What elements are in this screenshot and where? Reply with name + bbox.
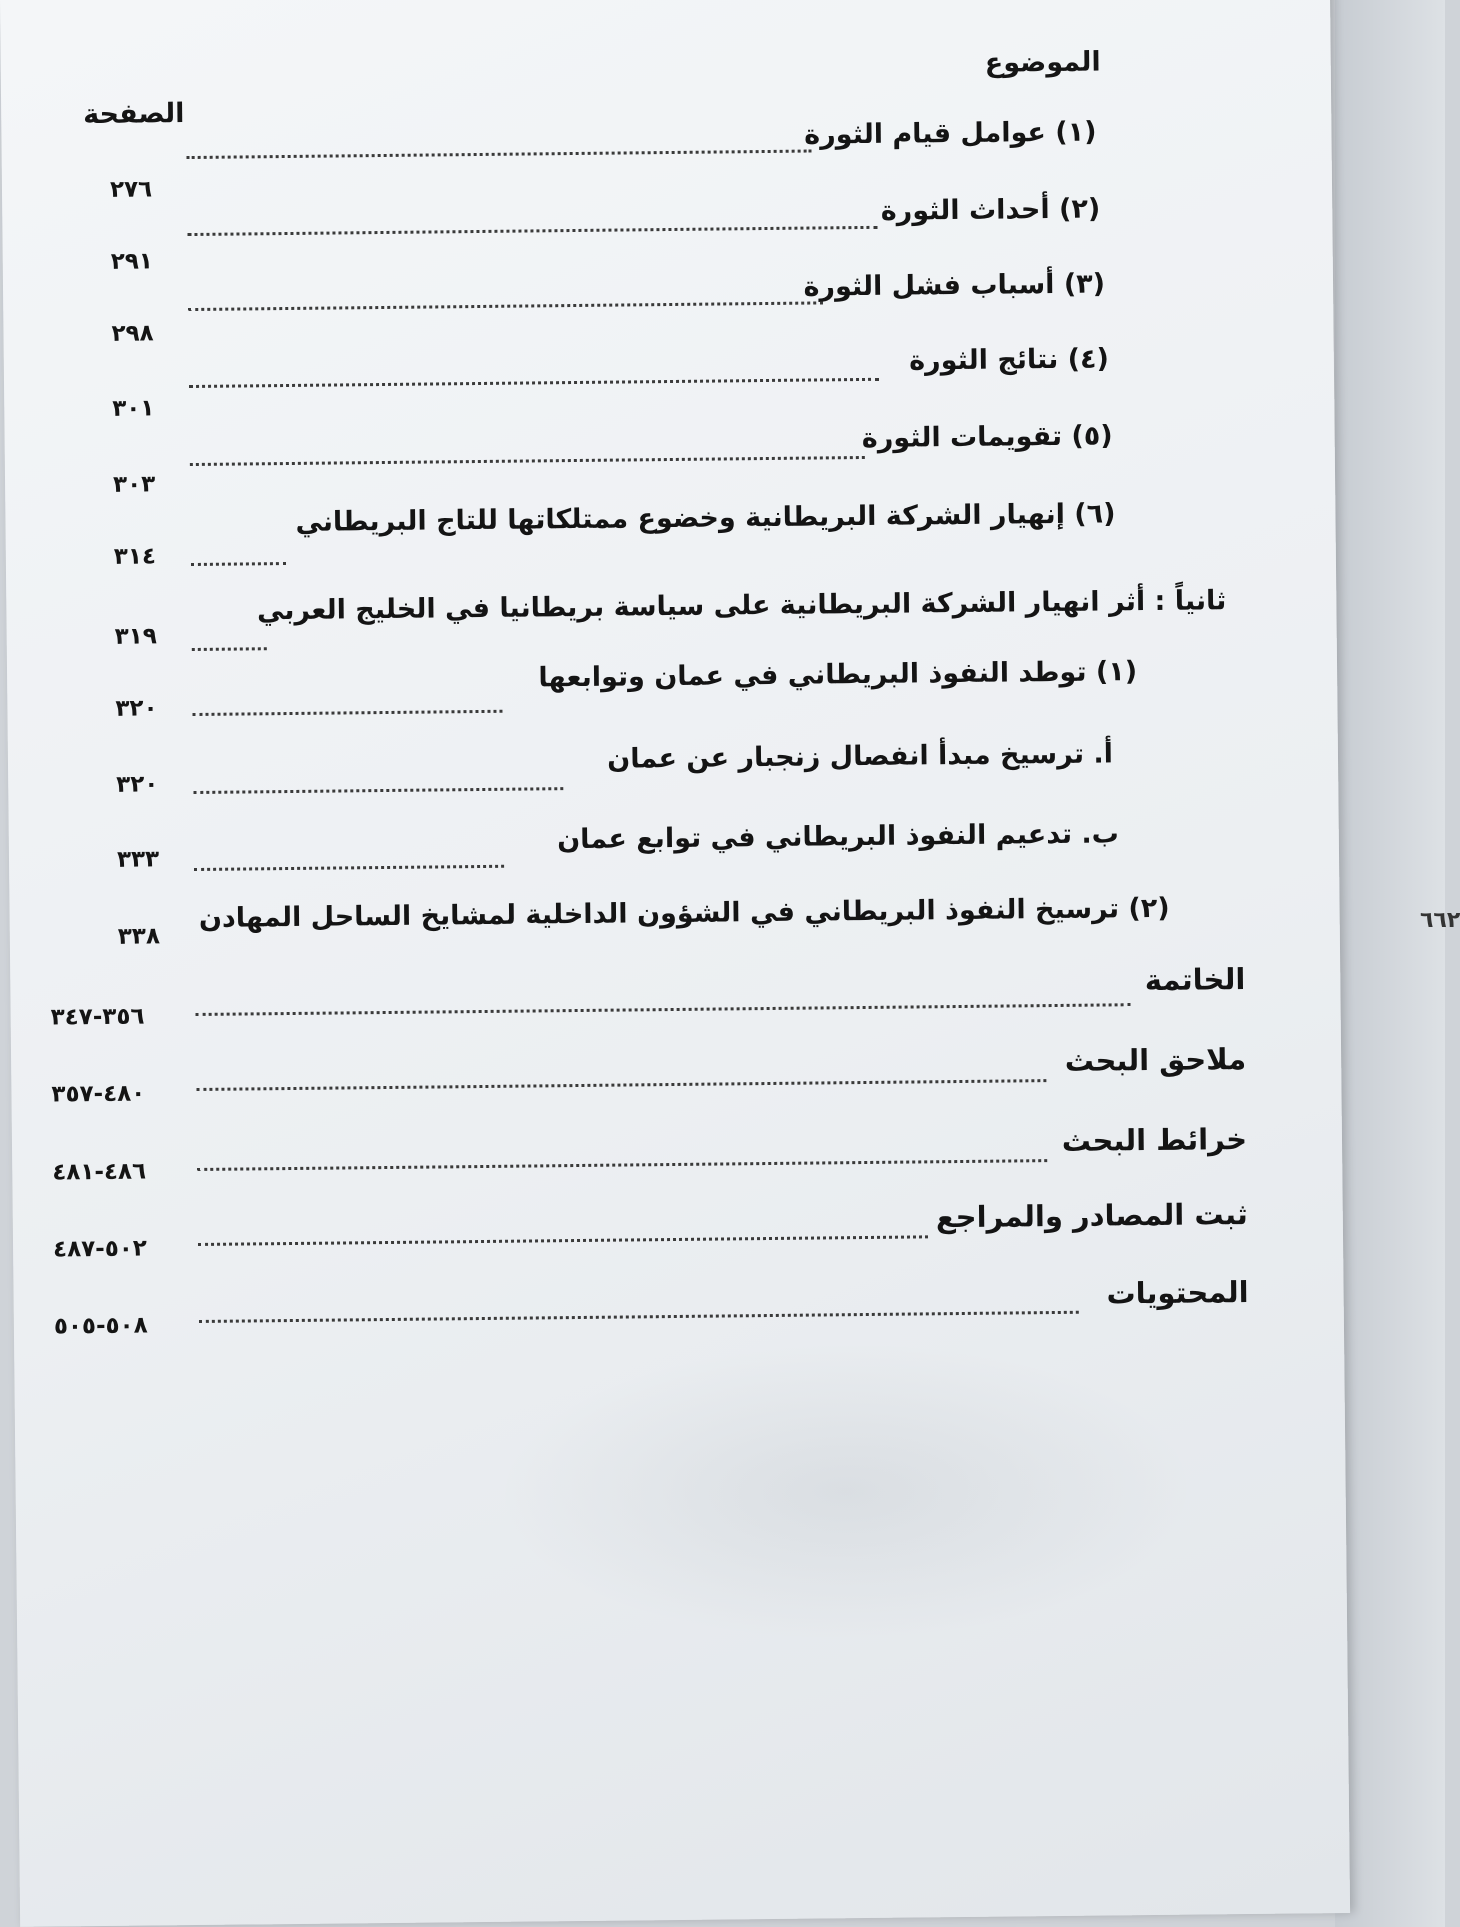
dot-leader bbox=[190, 456, 865, 466]
toc-entry-page: ٣١٩ bbox=[114, 623, 157, 650]
dot-leader bbox=[187, 226, 877, 236]
toc-entry-title: (٥) تقويمات الثورة bbox=[861, 420, 1113, 454]
column-header-topic: الموضوع bbox=[984, 46, 1101, 79]
dot-leader bbox=[189, 378, 879, 388]
dot-leader bbox=[199, 1311, 1079, 1323]
toc-entry-page: ٤٨٠-٣٥٧ bbox=[51, 1080, 146, 1108]
toc-entry-page: ٣٥٦-٣٤٧ bbox=[50, 1003, 145, 1031]
dot-leader bbox=[191, 562, 286, 566]
toc-entry-title: (٢) أحداث الثورة bbox=[880, 193, 1101, 227]
toc-entry-page: ٥٠٨-٥٠٥ bbox=[53, 1312, 148, 1340]
dot-leader bbox=[188, 301, 823, 311]
dot-leader bbox=[187, 150, 812, 160]
toc-entry-title: (٣) أسباب فشل الثورة bbox=[803, 268, 1106, 303]
toc-entry-title: خرائط البحث bbox=[1061, 1122, 1248, 1158]
toc-entry-title: (٦) إنهيار الشركة البريطانية وخضوع ممتلكاتها للتاج البريطاني bbox=[295, 498, 1116, 538]
toc-entry-title: (٢) ترسيخ النفوذ البريطاني في الشؤون الداخلية لمشايخ الساحل المهادن bbox=[198, 892, 1170, 934]
dot-leader bbox=[194, 865, 504, 871]
toc-entry-title: المحتويات bbox=[1106, 1274, 1249, 1311]
toc-entry-title: الخاتمة bbox=[1144, 962, 1246, 998]
toc-entry-page: ٢٧٦ bbox=[109, 176, 153, 203]
toc-entry-page: ٣٢٠ bbox=[116, 771, 159, 798]
toc-entry-page: ٢٩٨ bbox=[111, 320, 154, 347]
toc-entry-page: ٣٣٣ bbox=[116, 846, 160, 873]
toc-entry-title: أ. ترسيخ مبدأ انفصال زنجبار عن عمان bbox=[607, 738, 1114, 775]
toc-entry-title: ثبت المصادر والمراجع bbox=[935, 1197, 1248, 1235]
facing-page-number: ٦٦٢ bbox=[1420, 908, 1460, 933]
dot-leader bbox=[196, 1003, 1131, 1016]
toc-entry-page: ٣٠٣ bbox=[112, 471, 156, 498]
dot-leader bbox=[198, 1235, 928, 1246]
dot-leader bbox=[192, 647, 267, 651]
dot-leader bbox=[193, 787, 563, 794]
toc-entry-page: ٢٩١ bbox=[110, 248, 154, 275]
column-header-page: الصفحة bbox=[83, 98, 185, 131]
toc-entry-page: ٣١٤ bbox=[113, 543, 157, 570]
toc-section-title: ثانياً : أثر انهيار الشركة البريطانية على سياسة بريطانيا في الخليج العربي bbox=[256, 585, 1227, 627]
dot-leader bbox=[197, 1159, 1047, 1171]
dot-leader bbox=[196, 1079, 1046, 1091]
toc-entry-page: ٣٣٨ bbox=[117, 923, 161, 950]
toc-entry-title: (١) توطد النفوذ البريطاني في عمان وتوابعها bbox=[538, 656, 1138, 694]
toc-entry-title: (٤) نتائج الثورة bbox=[908, 343, 1109, 377]
page-shadow bbox=[494, 1338, 1197, 1645]
dot-leader bbox=[192, 710, 502, 716]
toc-entry-page: ٤٨٦-٤٨١ bbox=[52, 1158, 147, 1186]
toc-entry-title: ب. تدعيم النفوذ البريطاني في توابع عمان bbox=[556, 818, 1119, 856]
toc-entry-title: (١) عوامل قيام الثورة bbox=[804, 116, 1097, 151]
facing-page bbox=[1335, 0, 1445, 1927]
toc-entry-page: ٥٠٢-٤٨٧ bbox=[52, 1235, 148, 1263]
toc-entry-title: ملاحق البحث bbox=[1064, 1042, 1247, 1078]
toc-entry-page: ٣٠١ bbox=[112, 395, 155, 422]
toc-entry-page: ٣٢٠ bbox=[115, 695, 158, 722]
